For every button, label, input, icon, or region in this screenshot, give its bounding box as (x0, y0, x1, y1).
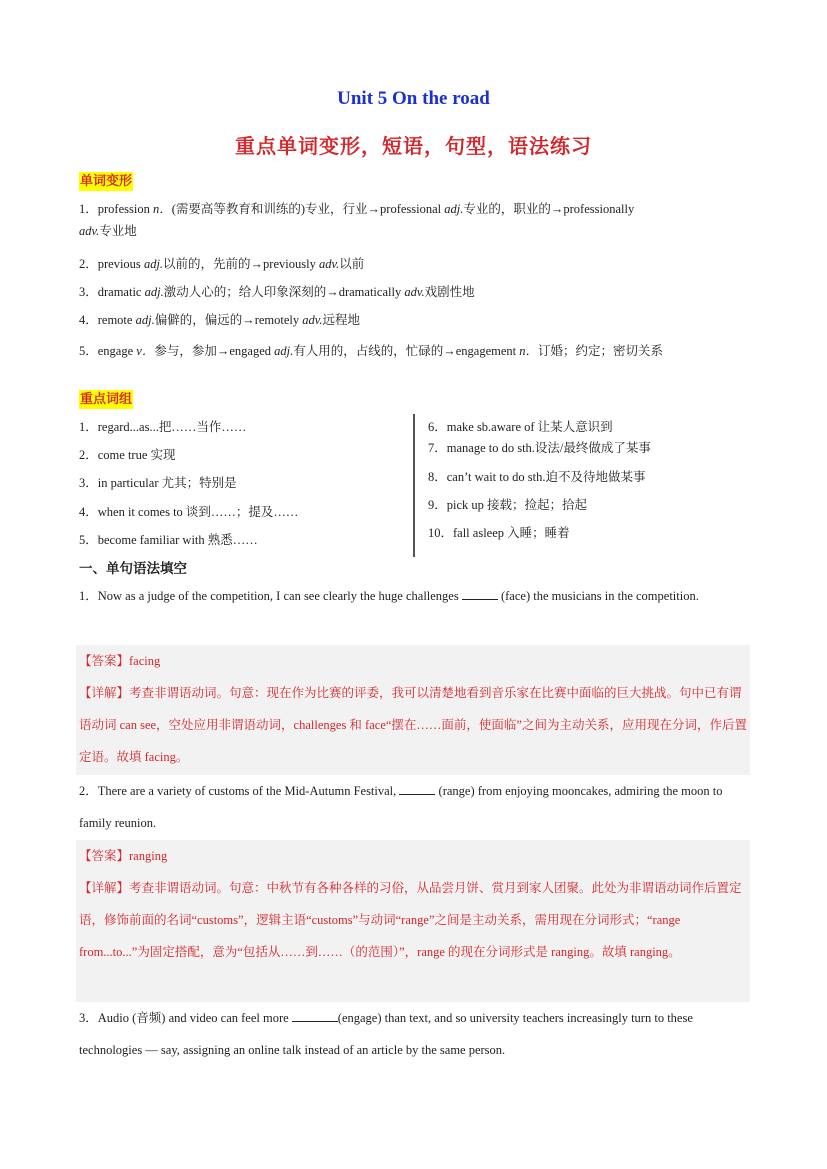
answer-box-2 (76, 840, 750, 1002)
answer-text: ranging (129, 849, 168, 863)
phrase-left-1: 1．regard...as...把……当作…… (79, 420, 247, 434)
answer-box-1 (76, 645, 750, 775)
answer-tag: 【答案】 (79, 653, 130, 668)
phrase-left-3: 3．in particular 尤其；特别是 (79, 476, 237, 490)
vocab-item-1: 1．profession n．(需要高等教育和训练的)专业，行业→professional adj.专业的，职业的→professionally adv.专业地 (79, 202, 635, 238)
page-title: Unit 5 On the road (337, 88, 490, 109)
phrase-right-9: 9．pick up 接载；捡起；拾起 (428, 498, 588, 512)
section-heading: 一、单句语法填空 (79, 561, 187, 577)
answer-tag: 【答案】 (79, 848, 130, 863)
column-divider (413, 414, 415, 557)
phrase-left-2: 2．come true 实现 (79, 448, 176, 462)
vocab-item-2: 2．previous adj.以前的，先前的→previously adv.以前 (79, 257, 365, 271)
detail-tag: 【详解】 (79, 685, 130, 700)
phrase-left-5: 5．become familiar with 熟悉…… (79, 533, 258, 547)
question-2: 2．There are a variety of customs of the Mid-Autumn Festival, (range) from enjoying mooncakes, admiring the moon to family reunion. (79, 775, 747, 839)
answer-text: facing (129, 654, 161, 668)
phrase-right-10: 10．fall asleep 入睡；睡着 (428, 526, 570, 540)
phrase-right-6: 6．make sb.aware of 让某人意识到 (428, 420, 613, 434)
phrases-heading: 重点词组 (80, 392, 133, 407)
phrase-right-7: 7．manage to do sth.设法/最终做成了某事 (428, 441, 651, 455)
vocab-item-3: 3．dramatic adj.激动人心的；给人印象深刻的→dramatically adv.戏剧性地 (79, 285, 475, 299)
question-1: 1．Now as a judge of the competition, I can see clearly the huge challenges (face) the musicians in the competition. (79, 580, 747, 612)
detail-tag: 【详解】 (79, 880, 130, 895)
phrase-left-4: 4．when it comes to 谈到……；提及…… (79, 505, 299, 519)
vocab-item-4: 4．remote adj.偏僻的，偏远的→remotely adv.远程地 (79, 313, 361, 327)
phrase-right-8: 8．can’t wait to do sth.迫不及待地做某事 (428, 470, 646, 484)
answer-blank-2[interactable] (399, 780, 435, 795)
vocab-item-5: 5．engage v．参与，参加→engaged adj.有人用的，占线的，忙碌的→engagement n．订婚；约定；密切关系 (79, 344, 664, 358)
page-subtitle: 重点单词变形，短语，句型，语法练习 (235, 134, 592, 158)
detail-text: 考查非谓语动词。句意：现在作为比赛的评委，我可以清楚地看到音乐家在比赛中面临的巨大挑战。句中已有谓语动词 can see，空处应用非谓语动词，challenges 和 face“摆在……面前，使面临”之间为主动关系，应用现在分词，作后置定语。故填 facing。 (79, 686, 747, 764)
vocab-heading: 单词变形 (80, 174, 133, 189)
answer-blank-1[interactable] (462, 585, 498, 600)
detail-text: 考查非谓语动词。句意：中秋节有各种各样的习俗，从品尝月饼、赏月到家人团聚。此处为非谓语动词作后置定语，修饰前面的名词“customs”，逻辑主语“customs”与动词“range”之间是主动关系，需用现在分词形式；“range from...to...”为固定搭配，意为“包括从……到……（的范围）”，range 的现在分词形式是 ranging。故填 ranging。 (79, 881, 742, 959)
answer-blank-3[interactable] (292, 1007, 338, 1022)
question-3: 3．Audio (音频) and video can feel more (engage) than text, and so university teachers increasingly turn to these technologies — say, assigning an online talk instead of an article by the same person. (79, 1002, 747, 1066)
